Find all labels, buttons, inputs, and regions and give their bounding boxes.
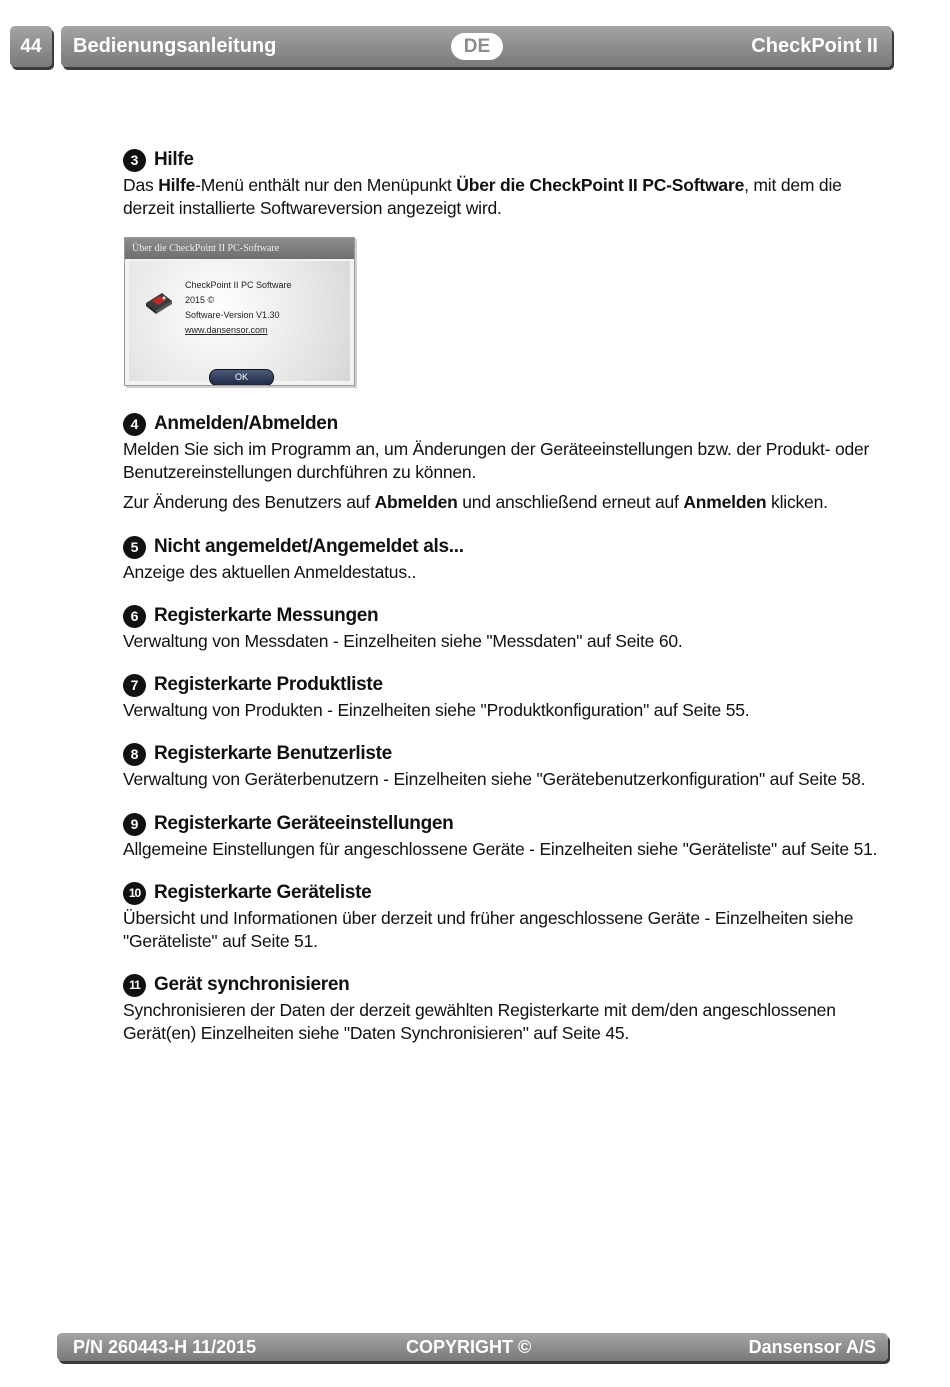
section-number-badge: 6 — [123, 605, 146, 628]
dialog-title: Über die CheckPoint II PC-Software — [125, 238, 354, 259]
section-title: Gerät synchronisieren — [154, 974, 350, 995]
dialog-ok-button[interactable]: OK — [209, 369, 274, 386]
section-anmeldestatus — [123, 535, 883, 584]
section-geraeteeinstellungen — [123, 812, 883, 861]
dialog-version: Software-Version V1.30 — [185, 310, 280, 320]
section-title: Anmelden/Abmelden — [154, 413, 338, 434]
section-text: Synchronisieren der Daten der derzeit gewählten Registerkarte mit dem/den angeschlossenen Gerät(en) Einzelheiten siehe "Daten Synchronisieren" auf Seite 45. — [123, 1000, 836, 1043]
section-number-badge: 8 — [123, 743, 146, 766]
section-title: Registerkarte Produktliste — [154, 674, 383, 695]
page-footer — [57, 1333, 888, 1361]
section-hilfe — [123, 148, 883, 220]
section-title: Registerkarte Messungen — [154, 605, 379, 626]
page-header — [61, 26, 892, 67]
section-benutzerliste — [123, 742, 883, 791]
section-title: Registerkarte Geräteeinstellungen — [154, 813, 454, 834]
dialog-software-name: CheckPoint II PC Software — [185, 280, 292, 290]
language-badge: DE — [451, 33, 503, 60]
section-text: Das Hilfe-Menü enthält nur den Menüpunkt Über die CheckPoint II PC-Software, mit dem die derzeit installierte Softwareversion angezeigt wird. — [123, 175, 842, 218]
section-number-badge: 4 — [123, 413, 146, 436]
device-icon — [144, 289, 174, 315]
section-synchronisieren — [123, 973, 883, 1045]
section-messungen — [123, 604, 883, 653]
section-geraeteliste — [123, 881, 883, 953]
section-produktliste — [123, 673, 883, 722]
section-title: Registerkarte Geräteliste — [154, 882, 372, 903]
section-number-badge: 10 — [123, 882, 146, 905]
product-name: CheckPoint II — [751, 35, 878, 57]
section-title: Hilfe — [154, 149, 194, 170]
section-number-badge: 5 — [123, 536, 146, 559]
section-title: Nicht angemeldet/Angemeldet als... — [154, 536, 464, 557]
section-text: Verwaltung von Messdaten - Einzelheiten siehe "Messdaten" auf Seite 60. — [123, 631, 683, 651]
section-text: Anzeige des aktuellen Anmeldestatus.. — [123, 562, 417, 582]
section-number-badge: 11 — [123, 974, 146, 997]
page-number: 44 — [10, 26, 52, 67]
section-title: Registerkarte Benutzerliste — [154, 743, 392, 764]
manual-title: Bedienungsanleitung — [73, 35, 277, 57]
section-number-badge: 9 — [123, 813, 146, 836]
section-number-badge: 7 — [123, 674, 146, 697]
section-number-badge: 3 — [123, 149, 146, 172]
company-name: Dansensor A/S — [748, 1337, 876, 1357]
part-number: P/N 260443-H 11/2015 — [73, 1337, 257, 1357]
copyright: COPYRIGHT © — [406, 1337, 532, 1357]
section-text: Allgemeine Einstellungen für angeschlossene Geräte - Einzelheiten siehe "Geräteliste" auf Seite 51. — [123, 839, 878, 859]
section-text: Zur Änderung des Benutzers auf Abmelden und anschließend erneut auf Anmelden klicken. — [123, 492, 828, 512]
section-text: Verwaltung von Geräterbenutzern - Einzelheiten siehe "Gerätebenutzerkonfiguration" auf Seite 58. — [123, 769, 866, 789]
section-text: Verwaltung von Produkten - Einzelheiten siehe "Produktkonfiguration" auf Seite 55. — [123, 700, 750, 720]
dialog-year: 2015 © — [185, 295, 215, 305]
section-text: Übersicht und Informationen über derzeit und früher angeschlossene Geräte - Einzelheiten siehe "Geräteliste" auf Seite 51. — [123, 908, 854, 951]
section-text: Melden Sie sich im Programm an, um Änderungen der Geräteeinstellungen bzw. der Produkt- oder Benutzereinstellungen durchführen zu können. — [123, 439, 870, 482]
section-anmelden — [123, 412, 883, 514]
about-dialog-screenshot — [124, 237, 355, 386]
dialog-website-link[interactable]: www.dansensor.com — [185, 325, 268, 335]
